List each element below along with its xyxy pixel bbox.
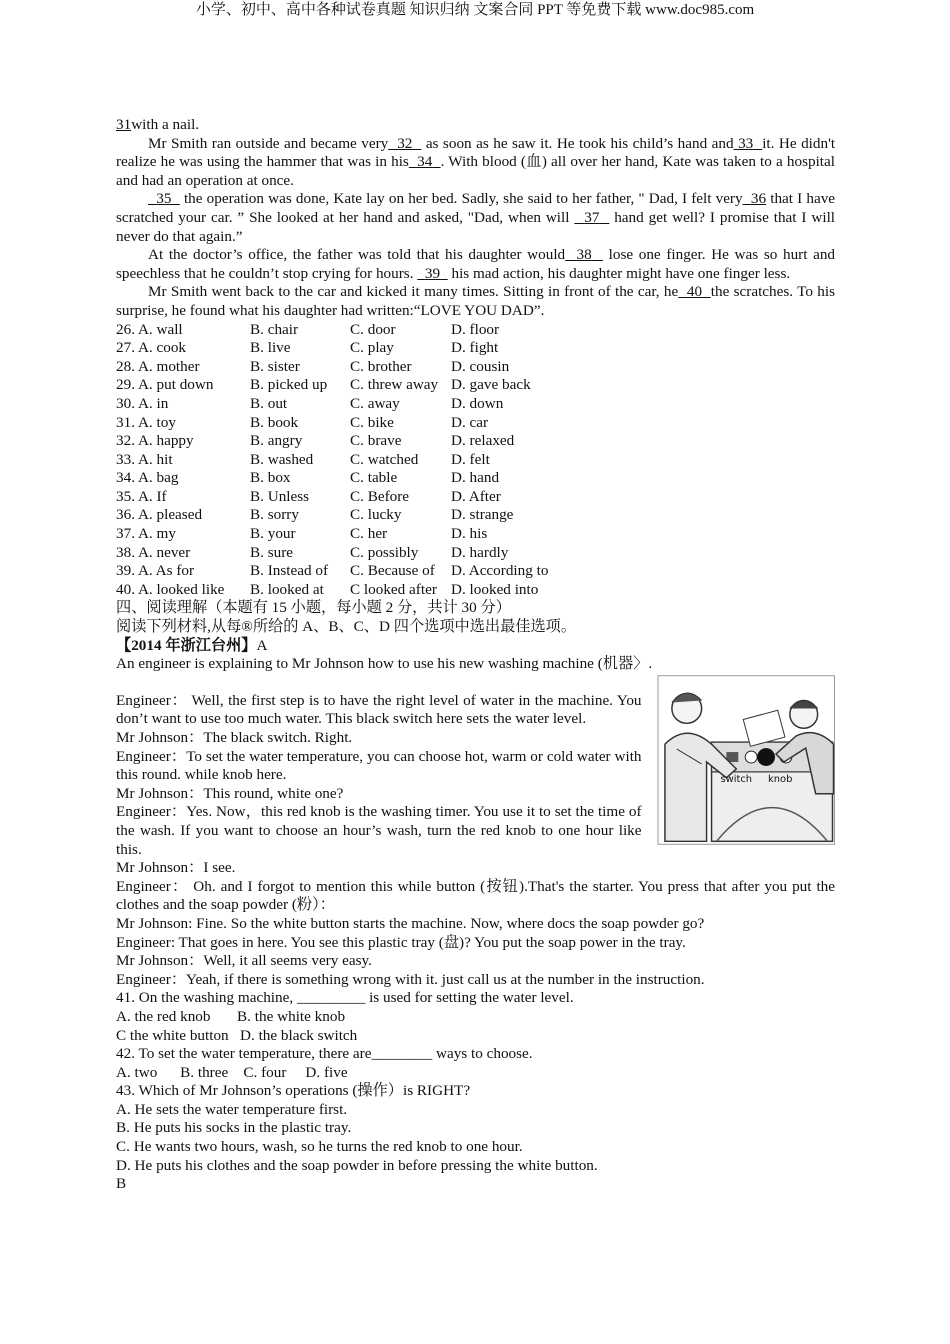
- option-cell: B. Unless: [250, 487, 310, 505]
- option-cell: D. According to: [451, 562, 549, 580]
- dialogue-line: Mr Johnson: Fine. So the white button starts the machine. Now, where docs the soap powder go?: [116, 914, 705, 932]
- question-line: A. He sets the water temperature first.: [116, 1100, 348, 1118]
- blank-31: 31: [116, 116, 132, 133]
- option-cell: C. lucky: [350, 506, 402, 524]
- passage-fragment: 31with a nail.: [116, 116, 200, 133]
- question-line: C. He wants two hours, wash, so he turns the red knob to one hour.: [116, 1138, 523, 1156]
- option-cell: B. angry: [250, 432, 303, 450]
- option-cell: C. brother: [350, 357, 412, 375]
- option-cell: B. sorry: [250, 506, 299, 524]
- option-cell: 37. A. my: [116, 525, 176, 543]
- option-cell: D. gave back: [451, 376, 531, 394]
- option-cell: 26. A. wall: [116, 320, 183, 338]
- option-row: [116, 432, 835, 451]
- option-cell: 39. A. As for: [116, 562, 195, 580]
- options-table: [116, 321, 835, 600]
- option-row: [116, 562, 835, 581]
- option-cell: B. picked up: [250, 376, 328, 394]
- question-line: 41. On the washing machine, _________ is used for setting the water level.: [116, 989, 574, 1007]
- option-row: [116, 358, 835, 377]
- questions: [116, 989, 835, 1194]
- option-cell: B. looked at: [250, 580, 324, 598]
- option-cell: 27. A. cook: [116, 339, 187, 357]
- option-cell: D. car: [451, 413, 489, 431]
- option-row: [116, 469, 835, 488]
- option-cell: C. possibly: [350, 543, 419, 561]
- dialogue-line: Engineer： Oh. and I forgot to mention this while button (按钮).That's the starter. You press that after you put the clothes and the soap powder (粉）：: [116, 877, 835, 914]
- option-cell: C looked after: [350, 580, 437, 598]
- option-cell: C. table: [350, 469, 398, 487]
- option-cell: C. her: [350, 525, 388, 543]
- option-cell: C. away: [350, 394, 400, 412]
- option-cell: C. play: [350, 339, 394, 357]
- option-cell: B. your: [250, 525, 296, 543]
- question-line: B: [116, 1175, 127, 1193]
- option-cell: 31. A. toy: [116, 413, 176, 431]
- option-cell: D. floor: [451, 320, 500, 338]
- washing-machine-illustration: [657, 674, 835, 846]
- option-row: [116, 321, 835, 340]
- option-cell: B. live: [250, 339, 291, 357]
- option-cell: B. book: [250, 413, 299, 431]
- option-cell: C. bike: [350, 413, 394, 431]
- option-cell: D. fight: [451, 339, 499, 357]
- option-cell: D. After: [451, 487, 501, 505]
- option-cell: C. Because of: [350, 562, 435, 580]
- option-cell: 36. A. pleased: [116, 506, 203, 524]
- dialogue-line: Mr Johnson：This round, white one?: [116, 784, 344, 802]
- section-title: 四、阅读理解（本题有 15 小题，每小题 2 分，共计 30 分）: [116, 599, 511, 617]
- option-cell: B. sure: [250, 543, 294, 561]
- passage-paragraph-3: At the doctor’s office, the father was told that his daughter would 38 lose one finger. He was so hurt and speechless that he couldn’t stop crying for hours. 39 his mad action, his daughter might have one finger less.: [116, 246, 836, 282]
- option-row: [116, 414, 835, 433]
- question-line: A. two B. three C. four D. five: [116, 1063, 348, 1081]
- blank-36: 36: [750, 190, 767, 208]
- option-cell: B. out: [250, 394, 288, 412]
- dialogue-line: Mr Johnson：I see.: [116, 859, 236, 877]
- option-cell: D. felt: [451, 450, 490, 468]
- option-cell: D. hardly: [451, 543, 509, 561]
- blank-32: 32: [397, 134, 413, 152]
- option-row: [116, 376, 835, 395]
- option-cell: D. cousin: [451, 357, 510, 375]
- question-line: C the white button D. the black switch: [116, 1026, 358, 1044]
- dialogue-line: Engineer： Well, the first step is to have the right level of water in the machine. You don’t want to use too much water. This black switch here sets the water level.: [116, 691, 642, 728]
- option-cell: 32. A. happy: [116, 432, 194, 450]
- option-cell: D. looked into: [451, 580, 539, 598]
- blank-39: 39: [424, 264, 441, 282]
- option-cell: B. box: [250, 469, 291, 487]
- dialogue-line: Mr Johnson：Well, it all seems very easy.: [116, 952, 372, 970]
- passage-paragraph-4: Mr Smith went back to the car and kicked it many times. Sitting in front of the car, he 40 the scratches. To his surprise, he found what his daughter had written:“LOVE YOU DAD”.: [116, 283, 835, 319]
- option-cell: D. hand: [451, 469, 500, 487]
- option-cell: C. brave: [350, 432, 402, 450]
- blank-37: 37: [584, 208, 600, 226]
- option-row: [116, 506, 835, 525]
- option-cell: B. washed: [250, 450, 314, 468]
- question-line: A. the red knob B. the white knob: [116, 1007, 346, 1025]
- option-cell: B. sister: [250, 357, 300, 375]
- option-row: [116, 395, 835, 414]
- option-cell: C. door: [350, 320, 396, 338]
- option-row: [116, 451, 835, 470]
- section-instruction: 阅读下列材料,从每®所给的 A、B、C、D 四个选项中选出最佳选项。: [116, 618, 577, 636]
- question-line: 43. Which of Mr Johnson’s operations (操作）is RIGHT?: [116, 1082, 471, 1100]
- option-cell: 30. A. in: [116, 394, 169, 412]
- option-cell: D. his: [451, 525, 488, 543]
- page-header: 小学、初中、高中各种试卷真题 知识归纳 文案合同 PPT 等免费下载 www.doc985.com: [195, 2, 755, 18]
- dialogue-line: Engineer：To set the water temperature, you can choose hot, warm or cold water with this round. while knob here.: [116, 747, 642, 784]
- option-row: [116, 339, 835, 358]
- question-line: 42. To set the water temperature, there are________ ways to choose.: [116, 1045, 533, 1063]
- blank-38: 38: [576, 246, 592, 264]
- passage-intro: An engineer is explaining to Mr Johnson how to use his new washing machine (机器〉.: [116, 655, 653, 673]
- passage-paragraph-2: 35 the operation was done, Kate lay on her bed. Sadly, she said to her father, " Dad, I felt very 36 that I have scratched your car. ” She looked at her hand and asked, "Dad, when will 37 hand get well? I promise that I will never do that again.”: [116, 190, 836, 245]
- dialogue-side: [116, 692, 642, 878]
- option-cell: 29. A. put down: [116, 376, 214, 394]
- option-cell: C. watched: [350, 450, 419, 468]
- option-cell: C. Before: [350, 487, 410, 505]
- question-line: B. He puts his socks in the plastic tray.: [116, 1119, 352, 1137]
- switch-label: switch: [719, 773, 752, 785]
- option-cell: 38. A. never: [116, 543, 191, 561]
- passage-paragraph-1: Mr Smith ran outside and became very 32 as soon as he saw it. He took his child’s hand and 33 it. He didn't realize he was using the hammer that was in his 34 . With blood (血) all over her hand, Kate was taken to a hospital and had an operation at once.: [116, 134, 836, 189]
- option-cell: C. threw away: [350, 376, 439, 394]
- option-row: [116, 488, 835, 507]
- dialogue-line: Engineer：Yeah, if there is something wrong with it. just call us at the number in the instruction.: [116, 970, 705, 988]
- dialogue-full: [116, 878, 835, 990]
- document-body: [116, 116, 835, 1194]
- option-row: [116, 525, 835, 544]
- option-row: [116, 581, 835, 600]
- option-cell: 33. A. hit: [116, 450, 173, 468]
- question-line: D. He puts his clothes and the soap powder in before pressing the white button.: [116, 1156, 598, 1174]
- knob-label: knob: [767, 773, 792, 785]
- option-cell: 35. A. If: [116, 487, 167, 505]
- blank-33: 33: [738, 134, 754, 152]
- dialogue-line: Engineer: That goes in here. You see this plastic tray (盘)? You put the soap power in the tray.: [116, 933, 686, 951]
- blank-34: 34: [417, 153, 433, 171]
- option-cell: B. chair: [250, 320, 299, 338]
- option-cell: 34. A. bag: [116, 469, 179, 487]
- dialogue-line: Mr Johnson：The black switch. Right.: [116, 729, 353, 746]
- option-cell: D. down: [451, 394, 504, 412]
- option-row: [116, 544, 835, 563]
- passage-source: 【2014 年浙江台州】A: [116, 636, 268, 654]
- option-cell: 28. A. mother: [116, 357, 200, 375]
- option-cell: B. Instead of: [250, 562, 329, 580]
- blank-40: 40: [686, 283, 703, 301]
- blank-35: 35: [156, 190, 172, 208]
- dialogue-with-illustration: [116, 692, 835, 878]
- option-cell: D. strange: [451, 506, 514, 524]
- option-cell: D. relaxed: [451, 432, 515, 450]
- option-cell: 40. A. looked like: [116, 580, 225, 598]
- dialogue-line: Engineer：Yes. Now，this red knob is the washing timer. You use it to set the time of the wash. If you want to choose an hour’s wash, turn the red knob to one hour like this.: [116, 803, 642, 858]
